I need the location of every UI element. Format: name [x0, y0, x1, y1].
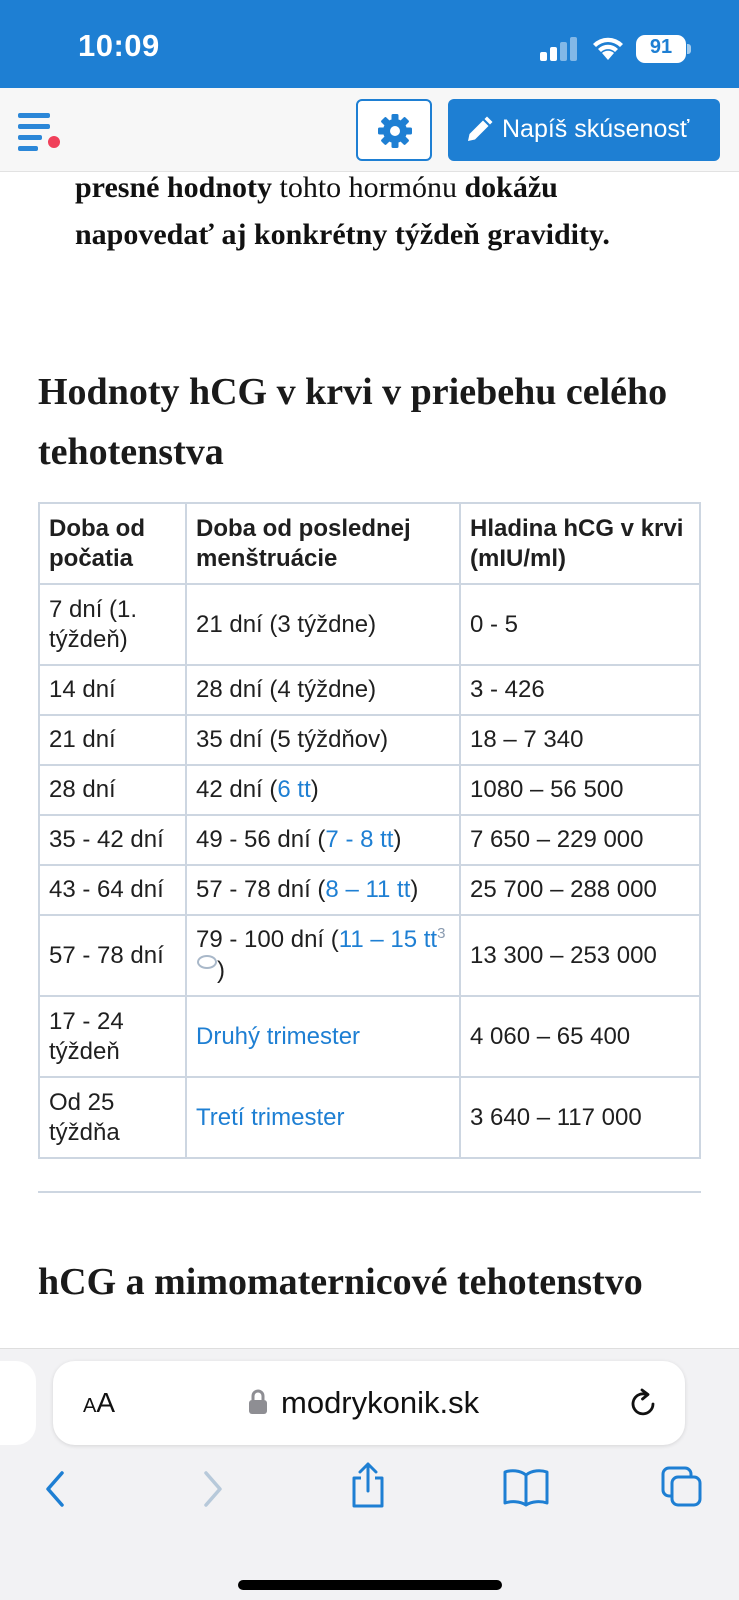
forward-icon[interactable]: [198, 1469, 228, 1509]
cell-text: 79 - 100 dní (: [196, 926, 339, 953]
header-cell: Doba od počatia: [39, 503, 186, 584]
write-experience-label: Napíš skúsenosť: [502, 115, 690, 143]
table-cell: Od 25 týždňa: [39, 1077, 186, 1158]
site-header: [0, 88, 739, 172]
table-row: [39, 915, 700, 996]
table-cell: 28 dní: [39, 765, 186, 815]
intro-text: tohto hormónu: [272, 172, 465, 204]
back-icon[interactable]: [40, 1469, 70, 1509]
table-cell: [186, 915, 460, 996]
table-row: [39, 765, 700, 815]
address-bar[interactable]: [53, 1361, 685, 1445]
header-cell: Hladina hCG v krvi (mIU/ml): [460, 503, 700, 584]
table-cell: 17 - 24 týždeň: [39, 996, 186, 1077]
table-cell: 7 dní (1. týždeň): [39, 584, 186, 665]
cell-text: ): [410, 876, 419, 903]
tabs-icon[interactable]: [660, 1465, 704, 1509]
table-row: [39, 815, 700, 865]
comment-icon[interactable]: [197, 955, 217, 969]
table-row: [39, 996, 700, 1077]
status-bar: [0, 0, 739, 88]
article-content: [0, 172, 739, 1348]
wifi-icon: [590, 34, 626, 62]
battery-icon: [636, 35, 690, 63]
table-row: [39, 1077, 700, 1158]
intro-paragraph: [75, 172, 695, 258]
table-cell: 43 - 64 dní: [39, 865, 186, 915]
table-cell: 35 - 42 dní: [39, 815, 186, 865]
section-divider: [38, 1191, 701, 1193]
cell-text: ): [217, 957, 225, 984]
lock-icon: [248, 1389, 268, 1415]
table-header-row: [39, 503, 700, 584]
table-cell: 7 650 – 229 000: [460, 815, 700, 865]
week-link[interactable]: 8 – 11 tt: [325, 876, 411, 903]
trimester-link[interactable]: Tretí trimester: [196, 1103, 345, 1131]
table-cell: 21 dní (3 týždne): [186, 584, 460, 665]
week-link[interactable]: 6 tt: [277, 776, 311, 803]
browser-toolbar: [0, 1348, 739, 1600]
table-cell: 28 dní (4 týždne): [186, 665, 460, 715]
cell-text: ): [310, 776, 319, 803]
gear-icon: [377, 113, 413, 149]
table-cell: 57 - 78 dní: [39, 915, 186, 996]
table-cell: 3 - 426: [460, 665, 700, 715]
text-size-small: A: [83, 1395, 97, 1417]
next-section-title: hCG a mimomaternicové tehotenstvo: [38, 1261, 643, 1303]
write-experience-button[interactable]: [448, 99, 720, 161]
week-link[interactable]: 11 – 15 tt: [338, 926, 438, 953]
table-cell: 14 dní: [39, 665, 186, 715]
text-size-big: A: [96, 1387, 116, 1418]
table-cell: [186, 996, 460, 1077]
bookmarks-icon[interactable]: [502, 1467, 550, 1507]
cell-text: 49 - 56 dní (: [196, 826, 326, 853]
hcg-table: [38, 502, 701, 1159]
pencil-icon: [464, 115, 494, 145]
settings-button[interactable]: [356, 99, 432, 161]
text-size-button[interactable]: [83, 1387, 115, 1419]
week-link[interactable]: 7 - 8 tt: [325, 826, 394, 853]
table-cell: [186, 765, 460, 815]
table-cell: 21 dní: [39, 715, 186, 765]
table-cell: 0 - 5: [460, 584, 700, 665]
comment-count[interactable]: 3: [437, 925, 446, 942]
previous-tab-peek[interactable]: [0, 1361, 36, 1445]
signal-icon: [540, 37, 578, 61]
table-row: [39, 865, 700, 915]
table-cell: 35 dní (5 týždňov): [186, 715, 460, 765]
table-cell: 4 060 – 65 400: [460, 996, 700, 1077]
url-text[interactable]: modrykonik.sk: [281, 1385, 480, 1420]
notification-dot: [46, 134, 62, 150]
section-title: Hodnoty hCG v krvi v priebehu celého tehotenstva: [38, 371, 668, 473]
header-cell: Doba od poslednej menštruácie: [186, 503, 460, 584]
table-cell: 1080 – 56 500: [460, 765, 700, 815]
intro-bold-2: dokážu napovedať aj konkrétny týždeň gravidity.: [75, 172, 610, 251]
table-cell: [186, 1077, 460, 1158]
table-cell: 3 640 – 117 000: [460, 1077, 700, 1158]
battery-level: 91: [649, 36, 673, 58]
table-cell: 18 – 7 340: [460, 715, 700, 765]
share-icon[interactable]: [348, 1461, 388, 1509]
cell-text: 57 - 78 dní (: [196, 876, 326, 903]
trimester-link[interactable]: Druhý trimester: [196, 1022, 361, 1050]
reload-icon[interactable]: [627, 1387, 659, 1419]
cell-text: ): [393, 826, 402, 853]
table-cell: [186, 815, 460, 865]
home-indicator: [238, 1580, 502, 1590]
cell-text: 42 dní (: [196, 776, 278, 803]
menu-button[interactable]: [16, 110, 68, 154]
table-cell: 13 300 – 253 000: [460, 915, 700, 996]
table-row: [39, 715, 700, 765]
table-cell: [186, 865, 460, 915]
table-cell: 25 700 – 288 000: [460, 865, 700, 915]
status-time: 10:09: [78, 28, 160, 63]
table-row: [39, 665, 700, 715]
intro-bold-1: presné hodnoty: [75, 172, 272, 204]
table-row: [39, 584, 700, 665]
